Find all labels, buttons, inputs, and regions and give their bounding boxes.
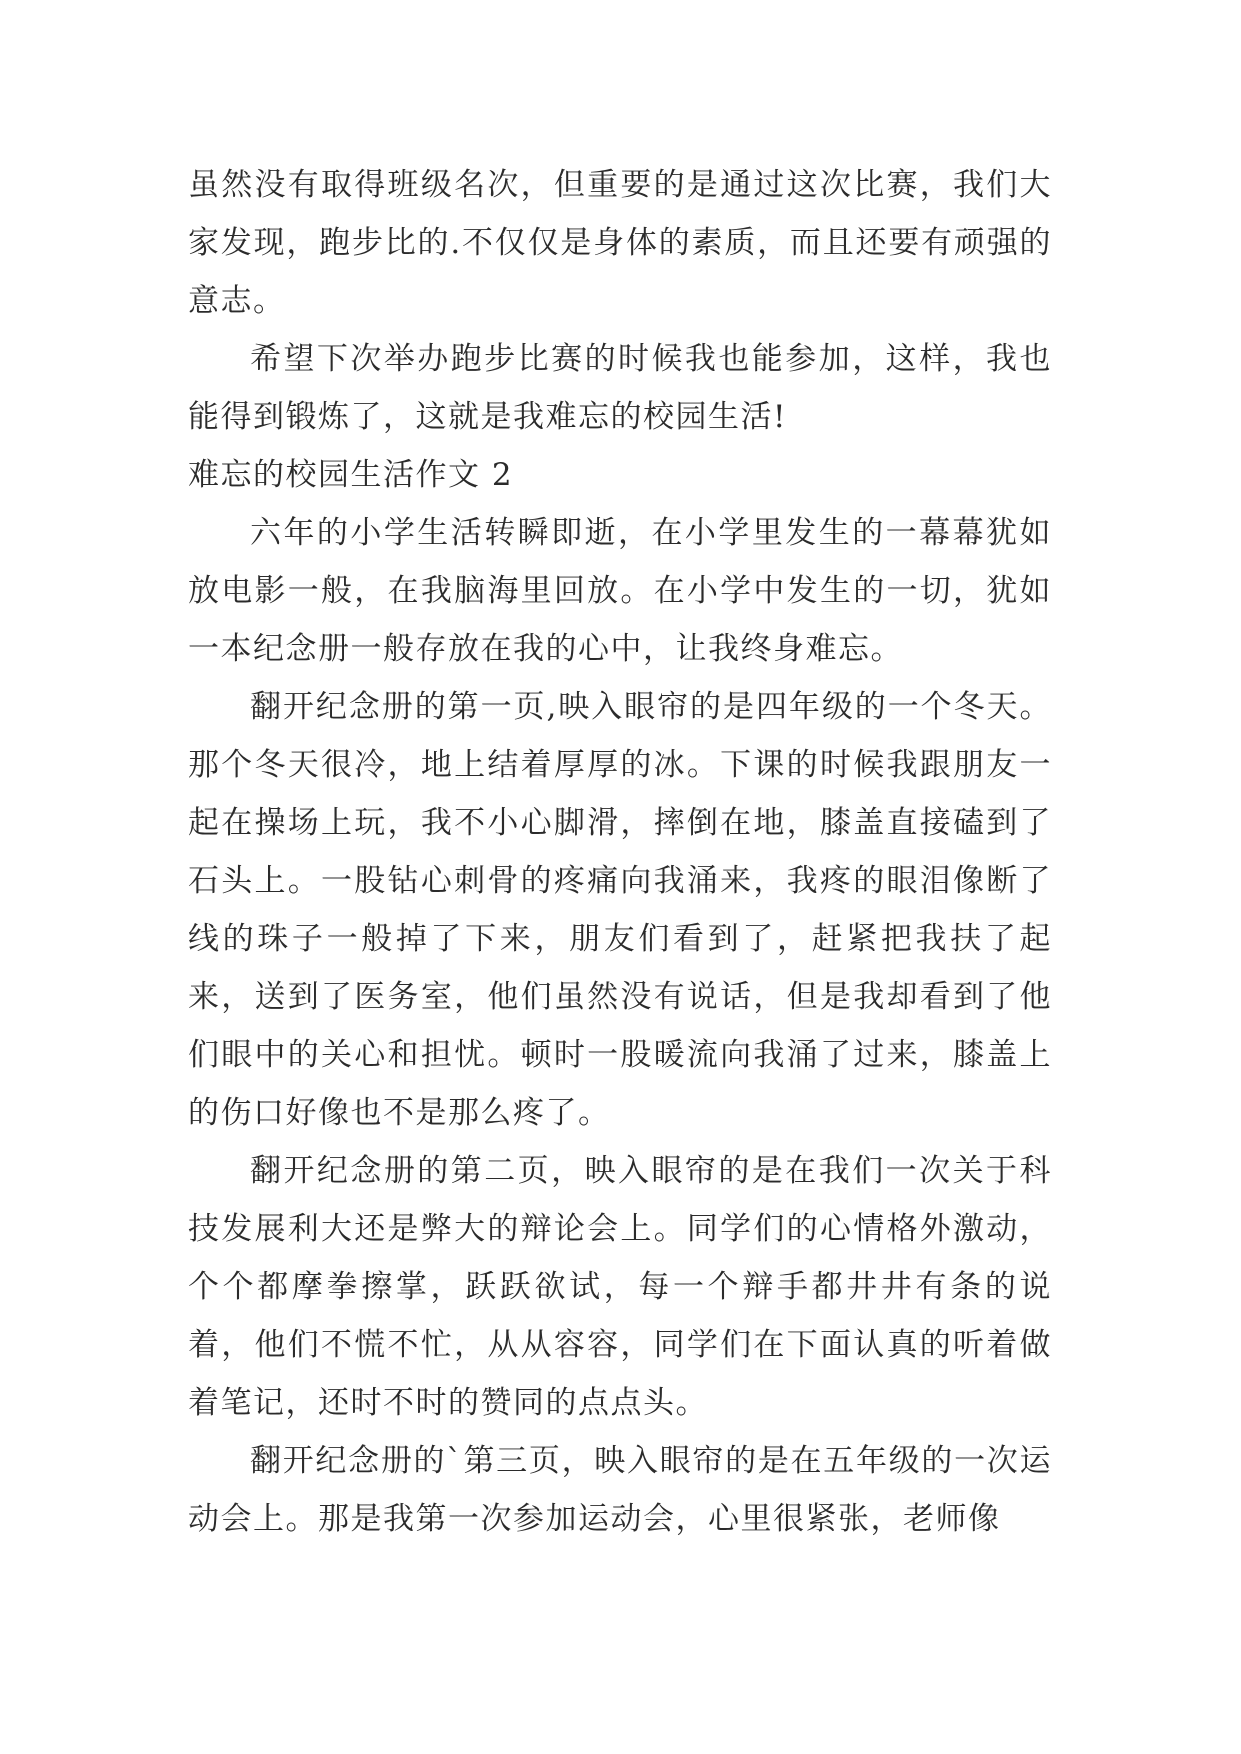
- paragraph: 希望下次举办跑步比赛的时候我也能参加，这样，我也能得到锻炼了，这就是我难忘的校园生活!: [188, 341, 1052, 435]
- paragraph: 翻开纪念册的`第三页，映入眼帘的是在五年级的一次运动会上。那是我第一次参加运动会，心里很紧张，老师像: [188, 1443, 1052, 1537]
- document-body: [188, 156, 1052, 1548]
- paragraph: 翻开纪念册的第二页，映入眼帘的是在我们一次关于科技发展利大还是弊大的辩论会上。同学们的心情格外激动，个个都摩拳擦掌，跃跃欲试，每一个辩手都井井有条的说着，他们不慌不忙，从从容容，同学们在下面认真的听着做着笔记，还时不时的赞同的点点头。: [188, 1153, 1052, 1421]
- section-heading: 难忘的校园生活作文 2: [188, 457, 514, 493]
- paragraph: 翻开纪念册的第一页,映入眼帘的是四年级的一个冬天。那个冬天很冷，地上结着厚厚的冰。下课的时候我跟朋友一起在操场上玩，我不小心脚滑，摔倒在地，膝盖直接磕到了石头上。一股钻心刺骨的疼痛向我涌来，我疼的眼泪像断了线的珠子一般掉了下来，朋友们看到了，赶紧把我扶了起来，送到了医务室，他们虽然没有说话，但是我却看到了他们眼中的关心和担忧。顿时一股暖流向我涌了过来，膝盖上的伤口好像也不是那么疼了。: [188, 689, 1052, 1131]
- paragraph-continuation: 虽然没有取得班级名次，但重要的是通过这次比赛，我们大家发现，跑步比的.不仅仅是身体的素质，而且还要有顽强的意志。: [188, 167, 1052, 319]
- paragraph: 六年的小学生活转瞬即逝，在小学里发生的一幕幕犹如放电影一般，在我脑海里回放。在小学中发生的一切，犹如一本纪念册一般存放在我的心中，让我终身难忘。: [188, 515, 1052, 667]
